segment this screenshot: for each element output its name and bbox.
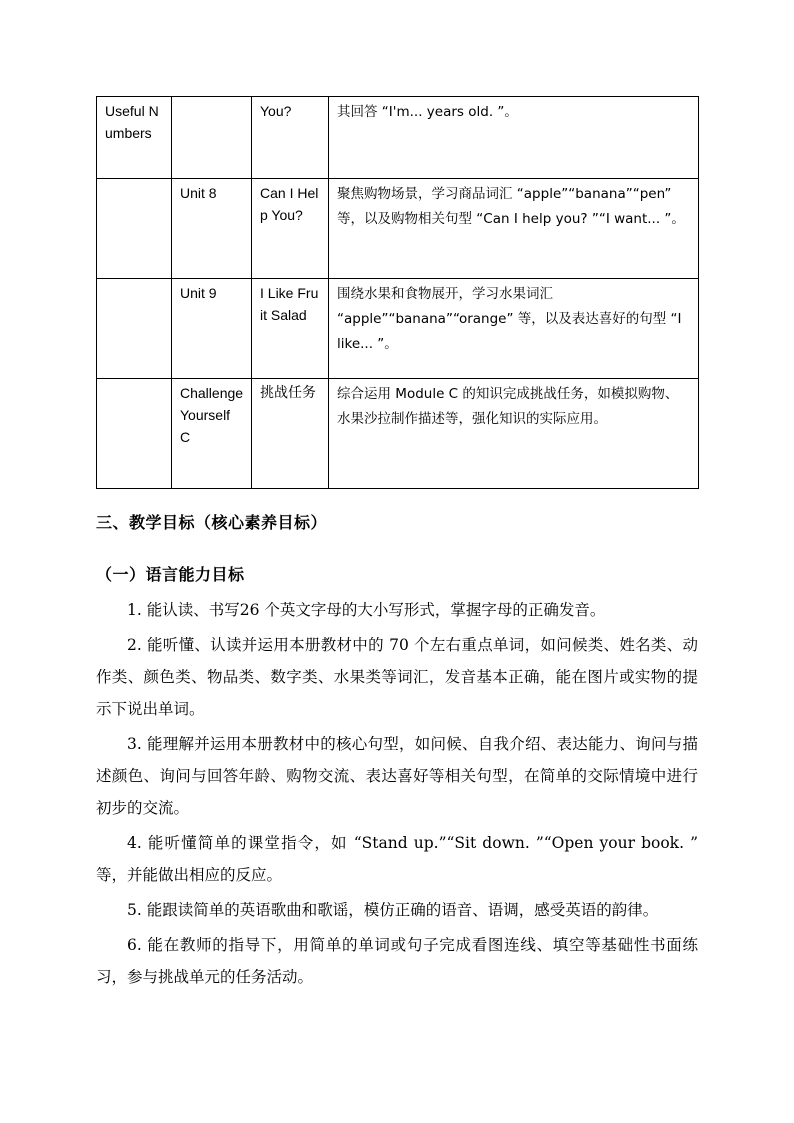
unit-cell: Unit 8 (172, 179, 252, 279)
content-cell: 聚焦购物场景，学习商品词汇 “apple”“banana”“pen” 等，以及购物相关句型 “Can I help you? ”“I want... ”。 (329, 179, 699, 279)
content-cell: 其回答 “I'm... years old. ”。 (329, 97, 699, 179)
module-cell (97, 279, 172, 379)
table-row (97, 179, 699, 279)
table-row (97, 279, 699, 379)
content-cell: 综合运用 Module C 的知识完成挑战任务，如模拟购物、水果沙拉制作描述等，强化知识的实际应用。 (329, 379, 699, 489)
unit-cell: Challenge Yourself C (172, 379, 252, 489)
table-row (97, 379, 699, 489)
unit-cell: Unit 9 (172, 279, 252, 379)
goal-item: 1. 能认读、书写26 个英文字母的大小写形式，掌握字母的正确发音。 (127, 601, 606, 619)
goals-list (96, 594, 698, 996)
title-cell: 挑战任务 (252, 379, 329, 489)
goal-item: 2. 能听懂、认读并运用本册教材中的 70 个左右重点单词，如问候类、姓名类、动作类、颜色类、物品类、数字类、水果类等词汇，发音基本正确，能在图片或实物的提示下说出单词。 (96, 636, 698, 718)
module-cell (97, 379, 172, 489)
goal-item: 5. 能跟读简单的英语歌曲和歌谣，模仿正确的语音、语调，感受英语的韵律。 (127, 901, 659, 919)
module-cell (97, 179, 172, 279)
table-row (97, 97, 699, 179)
unit-cell (172, 97, 252, 179)
module-cell: Useful Numbers (97, 97, 172, 179)
title-cell: Can I Help You? (252, 179, 329, 279)
goal-item: 4. 能听懂简单的课堂指令，如 “Stand up.”“Sit down. ”“Open your book. ” 等，并能做出相应的反应。 (96, 834, 698, 884)
units-table (96, 96, 699, 489)
goal-item: 3. 能理解并运用本册教材中的核心句型，如问候、自我介绍、表达能力、询问与描述颜色、询问与回答年龄、购物交流、表达喜好等相关句型，在简单的交际情境中进行初步的交流。 (96, 735, 698, 817)
subsection-title: （一）语言能力目标 (96, 565, 245, 584)
title-cell: You? (252, 97, 329, 179)
title-cell: I Like Fruit Salad (252, 279, 329, 379)
section-title: 三、教学目标（核心素养目标） (96, 513, 328, 532)
goal-item: 6. 能在教师的指导下，用简单的单词或句子完成看图连线、填空等基础性书面练习，参与挑战单元的任务活动。 (96, 936, 698, 986)
content-cell: 围绕水果和食物展开，学习水果词汇 “apple”“banana”“orange” 等，以及表达喜好的句型 “I like... ”。 (329, 279, 699, 379)
